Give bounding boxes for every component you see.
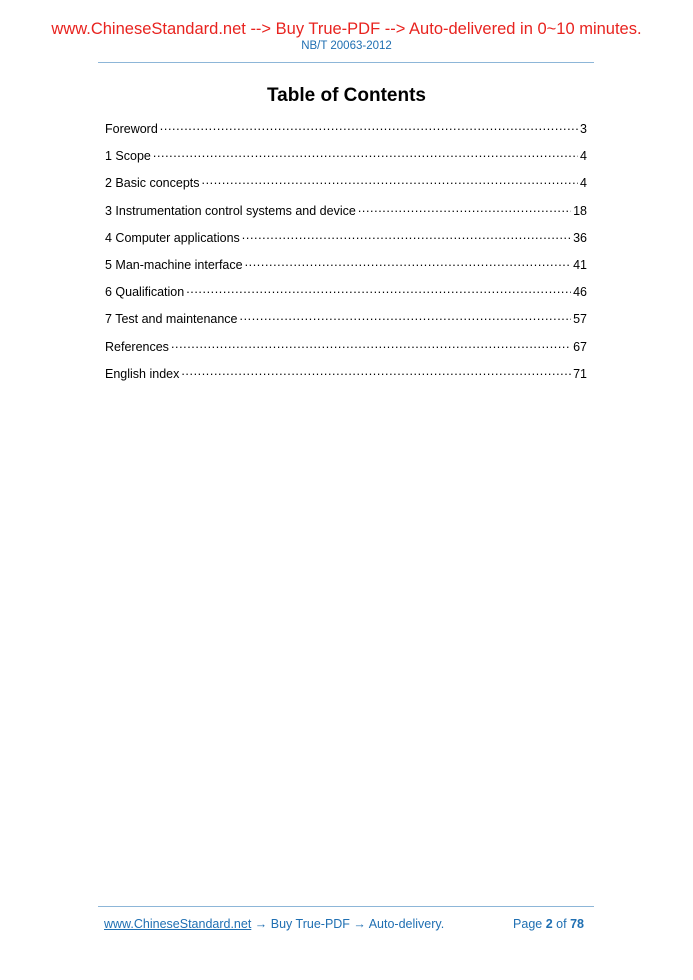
document-number: NB/T 20063-2012 — [301, 40, 392, 52]
page-footer — [104, 916, 584, 932]
toc-entry-label: References — [105, 339, 169, 354]
toc-entry-basic-concepts[interactable] — [105, 173, 587, 200]
toc-entry-page: 3 — [580, 122, 587, 136]
toc-entry-scope[interactable] — [105, 146, 587, 173]
toc-dot-leader — [358, 201, 571, 215]
toc-entry-test-maintenance[interactable] — [105, 309, 587, 336]
toc-entry-label: 1 Scope — [105, 149, 151, 164]
toc-entry-page: 36 — [573, 230, 587, 245]
toc-entry-label: 7 Test and maintenance — [105, 312, 238, 327]
toc-dot-leader — [245, 255, 572, 269]
footer-purchase-text: → Buy True-PDF → Auto-delivery. — [251, 917, 445, 931]
toc-entry-man-machine[interactable] — [105, 255, 587, 282]
toc-entry-label: 4 Computer applications — [105, 230, 240, 245]
toc-title: Table of Contents — [266, 85, 427, 106]
toc-dot-leader — [240, 309, 572, 323]
toc-entry-label: English index — [105, 366, 180, 381]
page-of: of — [556, 917, 567, 931]
toc-entry-page: 67 — [573, 339, 587, 354]
toc-entry-page: 4 — [580, 149, 587, 164]
toc-dot-leader — [242, 228, 571, 242]
toc-entry-page: 71 — [573, 366, 587, 381]
toc-entry-english-index[interactable] — [105, 364, 587, 391]
page-total: 78 — [570, 917, 584, 931]
toc-dot-leader — [171, 337, 571, 351]
toc-dot-leader — [202, 173, 579, 187]
toc-entry-label: 6 Qualification — [105, 285, 185, 300]
toc-entry-page: 4 — [580, 176, 587, 191]
toc-dot-leader — [160, 119, 578, 133]
toc-entry-page: 57 — [573, 312, 587, 327]
toc-entry-page: 46 — [573, 285, 587, 300]
toc-entry-qualification[interactable] — [105, 282, 587, 309]
toc-entry-instrumentation[interactable] — [105, 201, 587, 228]
toc-entry-foreword[interactable] — [105, 119, 587, 146]
toc-entry-page: 41 — [573, 257, 587, 272]
footer-website-link[interactable]: www.ChineseStandard.net — [104, 917, 252, 931]
page-indicator — [513, 916, 584, 932]
toc-dot-leader — [181, 364, 571, 378]
toc-entry-label: 3 Instrumentation control systems and device — [105, 203, 356, 218]
toc-dot-leader — [186, 282, 571, 296]
footer-divider — [98, 906, 594, 907]
toc-entry-label: Foreword — [105, 122, 158, 136]
toc-entry-page: 18 — [573, 203, 587, 218]
page-current: 2 — [545, 917, 553, 931]
toc-entry-label: 2 Basic concepts — [105, 176, 200, 191]
toc-entry-references[interactable] — [105, 337, 587, 364]
source-banner: www.ChineseStandard.net --> Buy True-PDF --> Auto-delivered in 0~10 minutes. — [51, 20, 642, 38]
toc-list — [105, 119, 587, 391]
page-prefix: Page — [513, 917, 543, 931]
toc-dot-leader — [153, 146, 578, 160]
toc-entry-label: 5 Man-machine interface — [105, 257, 243, 272]
header-divider — [98, 62, 594, 63]
toc-entry-computer-applications[interactable] — [105, 228, 587, 255]
